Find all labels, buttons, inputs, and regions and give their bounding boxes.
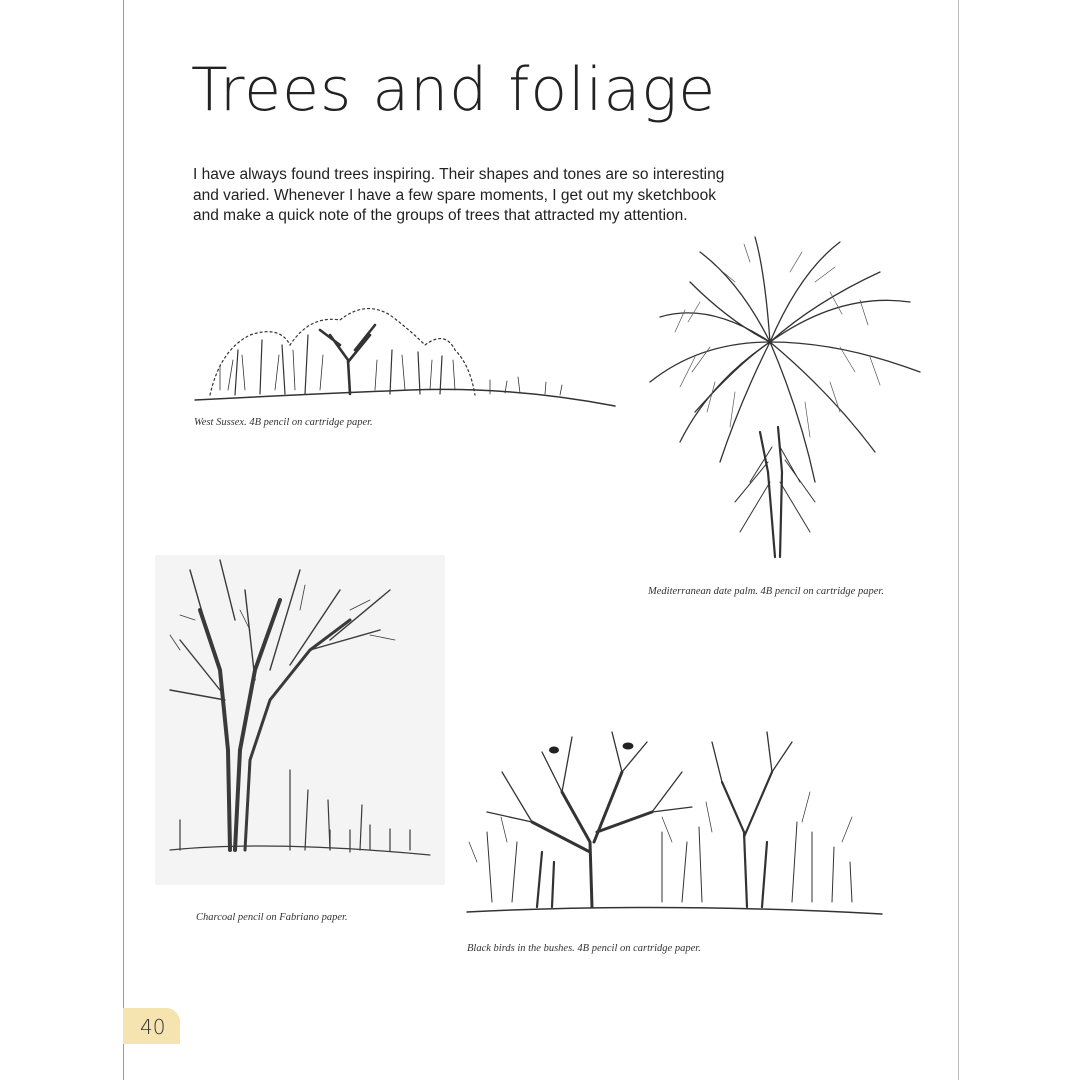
bird-icon <box>623 743 634 750</box>
date-palm-caption: Mediterranean date palm. 4B pencil on cartridge paper. <box>648 586 884 597</box>
charcoal-caption: Charcoal pencil on Fabriano paper. <box>196 912 348 923</box>
black-birds-sketch <box>462 712 887 922</box>
date-palm-sketch <box>640 232 925 562</box>
page-title: Trees and foliage <box>191 55 717 125</box>
west-sussex-sketch <box>190 290 620 415</box>
page-number: 40 <box>140 1015 166 1039</box>
black-birds-caption: Black birds in the bushes. 4B pencil on cartridge paper. <box>467 943 701 954</box>
west-sussex-caption: West Sussex. 4B pencil on cartridge paper. <box>194 417 373 428</box>
bird-icon <box>549 747 559 754</box>
charcoal-tree-sketch <box>150 550 450 895</box>
intro-paragraph: I have always found trees inspiring. Their shapes and tones are so interesting and varied. Whenever I have a few spare moments, I get out my sketchbook and make a quick note of the groups of trees that attracted my attention. <box>193 166 725 224</box>
